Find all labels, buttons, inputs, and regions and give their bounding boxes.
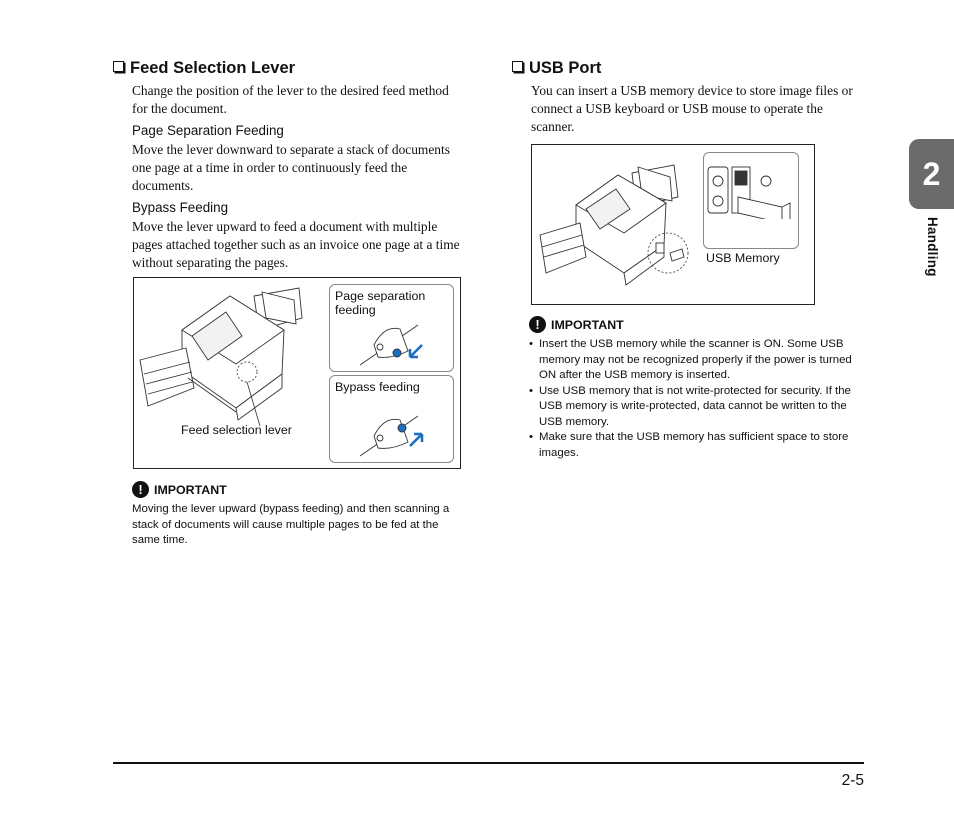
list-item: • Use USB memory that is not write-protected for security. If the USB memory is write-protected, data cannot be written to the USB memory. xyxy=(529,384,865,431)
list-item: • Make sure that the USB memory has sufficient space to store images. xyxy=(529,430,865,461)
usb-memory-label: USB Memory xyxy=(706,251,780,265)
right-important-list xyxy=(529,337,865,461)
page-number: 2-5 xyxy=(841,772,864,789)
lever-down-diagram xyxy=(330,285,453,371)
bypass-feeding-heading: Bypass Feeding xyxy=(132,200,229,215)
list-item: • Insert the USB memory while the scanner is ON. Some USB memory may not be recognized properly if the power is turned ON after the USB memory is inserted. xyxy=(529,337,865,384)
lever-up-diagram xyxy=(330,376,453,462)
feed-lever-figure xyxy=(133,277,461,469)
page-separation-heading: Page Separation Feeding xyxy=(132,123,284,138)
usb-port-intro: You can insert a USB memory device to store image files or connect a USB keyboard or USB mouse to operate the scanner. xyxy=(531,83,853,134)
feed-selection-intro: Change the position of the lever to the desired feed method for the document. xyxy=(132,83,449,116)
chapter-tab-label: Handling xyxy=(925,217,940,277)
feed-selection-lever-heading: Feed Selection Lever xyxy=(113,58,465,78)
left-important-text: Moving the lever upward (bypass feeding) and then scanning a stack of documents will cause multiple pages to be fed at the same time. xyxy=(132,503,450,546)
right-important-block xyxy=(529,316,865,461)
footer-divider xyxy=(113,762,864,764)
left-important-block xyxy=(132,481,468,549)
inset-usb-memory xyxy=(703,152,799,265)
right-important-heading: ! IMPORTANT xyxy=(529,316,865,333)
right-column xyxy=(512,58,864,140)
usb-port-figure xyxy=(531,144,815,305)
inset-page-separation xyxy=(329,284,454,372)
usb-memory-diagram xyxy=(704,153,798,219)
inset-bypass-feeding-label: Bypass feeding xyxy=(335,380,420,394)
exclamation-icon: ! xyxy=(132,481,149,498)
inset-bypass-feeding xyxy=(329,375,454,463)
scanner-illustration xyxy=(134,278,334,468)
scanner-usb-illustration xyxy=(532,145,702,304)
left-column xyxy=(113,58,465,276)
checkbox-square-icon xyxy=(512,61,523,72)
usb-port-heading: USB Port xyxy=(512,58,864,78)
inset-page-separation-label: Page separation feeding xyxy=(335,289,426,317)
feed-selection-lever-callout: Feed selection lever xyxy=(181,423,292,437)
left-important-heading: ! IMPORTANT xyxy=(132,481,468,498)
checkbox-square-icon xyxy=(113,61,124,72)
page-separation-text: Move the lever downward to separate a stack of documents one page at a time in order to continuously feed the documents. xyxy=(132,142,450,193)
exclamation-icon: ! xyxy=(529,316,546,333)
chapter-tab: 2 xyxy=(909,139,954,209)
bypass-feeding-text: Move the lever upward to feed a document with multiple pages attached together such as an invoice one page at a time without separating the pages. xyxy=(132,219,460,270)
